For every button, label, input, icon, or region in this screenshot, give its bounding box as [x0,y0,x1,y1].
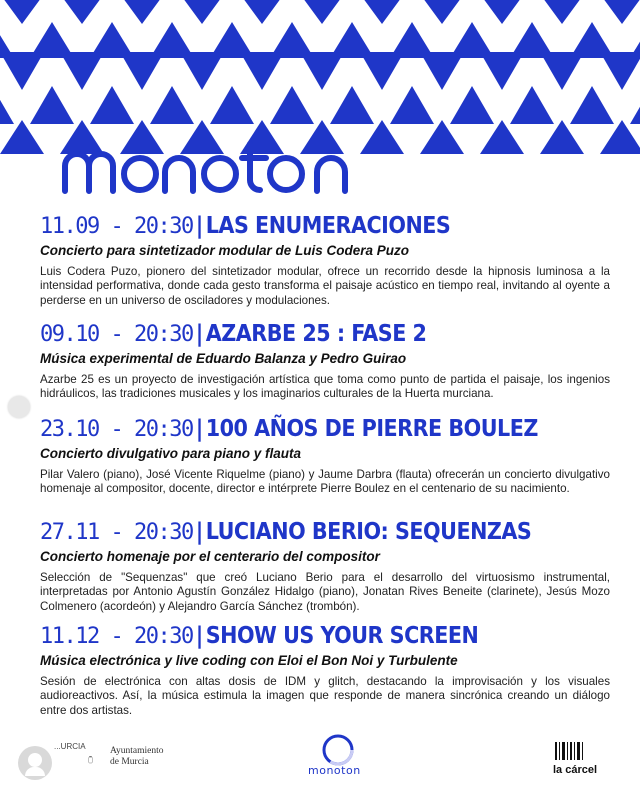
event-subtitle: Concierto divulgativo para piano y flauta [40,446,302,461]
pattern-triangle [360,52,404,90]
event-heading [40,415,610,444]
event-title: SHOW US YOUR SCREEN [205,623,479,649]
pattern-triangle [120,0,164,24]
pattern-triangle [420,120,464,154]
pattern-triangle [510,86,554,124]
event-date: 11.12 - 20:30 [40,624,193,649]
pattern-triangle [60,52,104,90]
la-carcel-label: la cárcel [553,764,598,776]
pattern-triangle [480,52,524,90]
event-subtitle: Concierto homenaje por el centerario del compositor [40,549,380,564]
separator: | [195,321,203,347]
event-description: Luis Codera Puzo, pionero del sintetizador modular, ofrece un recorrido desde la hipnosis luminosa a la intensidad performativa, donde cada gesto transforma el paisaje acústico en tiempo real, invitando al oyente a perderse en un universo de osciladores y modulaciones. [40,265,610,307]
ayuntamiento-line2: de Murcia [110,757,149,767]
pattern-triangle [300,0,344,24]
event-heading [40,212,610,241]
event-subtitle: Concierto para sintetizador modular de Luis Codera Puzo [40,243,410,258]
pattern-triangle [450,86,494,124]
pattern-triangle [600,0,640,24]
pattern-triangle [180,0,224,24]
ayuntamiento-line1: Ayuntamiento [110,746,164,756]
pattern-triangle [540,0,584,24]
event-description: Selección de "Sequenzas" que creó Luciano Berio para el desarrollo del virtuosismo instrumental, interpretadas por Antonio Agustín González Hidalgo (piano), Jonatan Rives Beneite (clarinete), Jesús Mozo Colmenero (acordeón) y Alejandro García Sánchez (trombón). [40,571,610,613]
pattern-triangle [30,86,74,124]
pattern-triangle [0,52,44,90]
event-description: Azarbe 25 es un proyecto de investigación artística que toma como punto de partida el paisaje, los ingenios hidráulicos, las tradiciones musicales y los imaginarios culturales de la Huerta murciana. [40,373,610,401]
separator: | [195,623,203,649]
separator: | [195,519,203,545]
pattern-triangle [570,86,614,124]
pattern-triangle [600,52,640,90]
pattern-triangle [60,0,104,24]
event-item [40,320,610,415]
barcode-icon [553,738,603,784]
gov-logo-label: ...URCIA [54,742,86,751]
pattern-triangle [360,0,404,24]
pattern-triangle [540,120,584,154]
pattern-triangle [0,0,44,24]
pattern-triangle [240,52,284,90]
pattern-triangle [600,120,640,154]
event-date: 27.11 - 20:30 [40,520,193,545]
avatar-icon[interactable] [18,746,52,780]
murcia-crest-icon [88,742,108,778]
separator: | [195,416,203,442]
separator: | [195,213,203,239]
event-title: 100 AÑOS DE PIERRE BOULEZ [205,416,538,442]
event-item [40,415,610,518]
pattern-triangle [300,52,344,90]
pattern-triangle [120,52,164,90]
event-date: 09.10 - 20:30 [40,322,193,347]
monoton-logo-n [312,136,382,196]
pattern-triangle [480,120,524,154]
pattern-triangle [420,0,464,24]
event-date: 23.10 - 20:30 [40,417,193,442]
pattern-triangle [210,86,254,124]
event-subtitle: Música experimental de Eduardo Balanza y Pedro Guirao [40,351,407,366]
pattern-triangle [0,86,14,124]
ayuntamiento-label [110,746,163,768]
event-heading [40,320,610,349]
event-heading [40,518,610,547]
event-list [40,212,610,718]
event-date: 11.09 - 20:30 [40,214,193,239]
event-title: LAS ENUMERACIONES [205,213,451,239]
pattern-triangle [0,120,44,154]
pattern-triangle [540,52,584,90]
pattern-triangle [630,86,640,124]
event-description: Pilar Valero (piano), José Vicente Riquelme (piano) y Jaume Darbra (flauta) ofrecerán un concierto divulgativo homenaje al compositor, docente, director e intérprete Pierre Boulez en el centenario de su nacimiento. [40,468,610,496]
event-item [40,518,610,622]
pattern-triangle [420,52,464,90]
event-heading [40,622,610,651]
event-description: Sesión de electrónica con altas dosis de IDM y glitch, destacando la improvisación y los visuales audioreactivos. Así, la música estimula la imagen que responde de manera sincrónica creando un diálogo entre dos artistas. [40,675,610,717]
pattern-triangle [270,86,314,124]
footer-monoton-label: monoton [308,764,361,777]
event-title: AZARBE 25 : FASE 2 [205,321,427,347]
pattern-triangle [150,86,194,124]
pattern-triangle [330,86,374,124]
monoton-logo [60,136,320,196]
event-subtitle: Música electrónica y live coding con Eloi el Bon Noi y Turbulente [40,653,458,668]
pattern-triangle [180,52,224,90]
pattern-triangle [480,0,524,24]
pattern-triangle [240,0,284,24]
event-title: LUCIANO BERIO: SEQUENZAS [205,519,532,545]
pattern-triangle [390,86,434,124]
pattern-triangle [90,86,134,124]
event-item [40,212,610,320]
carousel-prev-button[interactable] [8,396,30,418]
event-item [40,622,610,718]
